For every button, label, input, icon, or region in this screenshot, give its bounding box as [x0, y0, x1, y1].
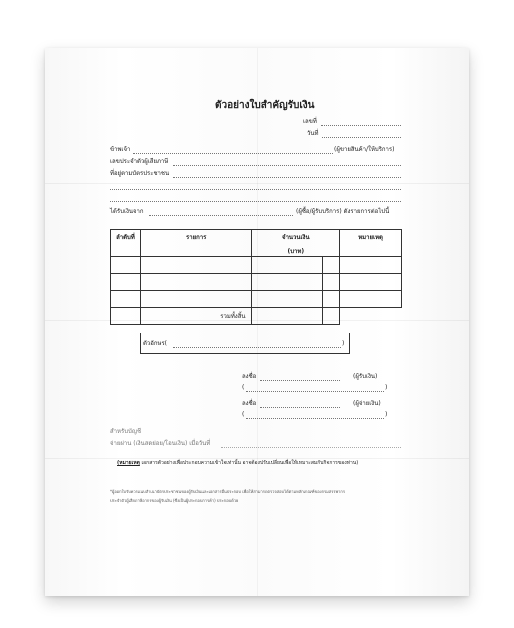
note-label: (หมายเหตุ [117, 460, 140, 466]
date-line [322, 137, 401, 138]
col-header-item: รายการ [140, 230, 252, 257]
receiver-name-open: ( [242, 384, 245, 391]
receiver-name-close: ) [385, 384, 388, 391]
total-row [111, 308, 402, 325]
payee-note: (ผู้ขายสินค้า/ให้บริการ) [334, 146, 395, 153]
receiver-name-line [246, 391, 384, 392]
document-title: ตัวอย่างใบสำคัญรับเงิน [215, 100, 315, 111]
number-line [321, 125, 401, 126]
date-label: วันที่ [307, 130, 319, 137]
total-label: รวมทั้งสิ้น [140, 308, 252, 325]
note-text: เอกสารตัวอย่างเพื่อประกอบความเข้าใจเท่านั้น อาจต้องปรับเปลี่ยนเพื่อให้เหมาะสมกับกิจการของท่าน) [141, 460, 359, 466]
payee-line [133, 153, 333, 154]
received-from-note: (ผู้ซื้อ/ผู้รับบริการ) ดังรายการต่อไปนี้ [296, 208, 390, 215]
items-table [110, 229, 402, 325]
payer-sign-line [260, 407, 340, 408]
payer-name-close: ) [385, 411, 388, 418]
receiver-role: (ผู้รับเงิน) [353, 373, 378, 380]
address-line [173, 177, 401, 178]
tax-id-label: เลขประจำตัวผู้เสียภาษี [110, 158, 169, 165]
table-row [111, 274, 402, 291]
footnote-line-2: ประจำตัวผู้เสียภาษีอากรของผู้รับเงิน (ซึ่งเป็นผู้ประกอบการค้า) ประกอบด้วย [110, 498, 239, 503]
received-from-label: ได้รับเงินจาก [110, 208, 144, 215]
number-label: เลขที่ [303, 118, 317, 125]
address-label: ที่อยู่ตามบัตรประชาชน [110, 170, 170, 177]
amount-in-words-box [140, 333, 350, 354]
col-header-no: ลำดับที่ [111, 230, 141, 257]
amount-in-words-close: ) [342, 340, 345, 347]
note-line [117, 459, 358, 467]
receiver-sign-label: ลงชื่อ [242, 373, 257, 380]
accounting-date-line [221, 447, 401, 448]
amount-in-words-label: ตัวอักษร( [143, 340, 168, 347]
amount-in-words-line [173, 347, 341, 348]
tax-id-line [173, 165, 401, 166]
accounting-line-label: จ่ายผ่าน (เงินสดย่อย/โอนเงิน) เมื่อวันที่ [110, 440, 211, 447]
address-line-3 [110, 201, 401, 202]
table-row [111, 257, 402, 274]
col-header-amount-label: จำนวนเงิน [282, 234, 310, 241]
col-header-remark: หมายเหตุ [340, 230, 402, 257]
payer-name-open: ( [242, 411, 245, 418]
payer-name-line [246, 418, 384, 419]
received-from-line [149, 215, 293, 216]
amount-unit: (บาท) [287, 248, 305, 255]
payee-label: ข้าพเจ้า [110, 146, 131, 153]
payer-role: (ผู้จ่ายเงิน) [353, 400, 381, 407]
address-line-2 [110, 189, 401, 190]
footnote-line-1: *ผู้ออกใบรับควรแนบสำเนาบัตรประชาชนของผู้รับเงินและเอกสารอื่นประกอบ เพื่อให้สามารถตรวจสอบได้ตามหลักเกณฑ์ของกรมสรรพากร [110, 489, 345, 494]
receiver-sign-line [260, 380, 340, 381]
receipt-paper [45, 48, 469, 596]
payer-sign-label: ลงชื่อ [242, 400, 257, 407]
table-row [111, 291, 402, 308]
table-header-row [111, 230, 402, 257]
col-header-amount [252, 230, 340, 257]
accounting-heading: สำหรับบัญชี [110, 428, 142, 435]
